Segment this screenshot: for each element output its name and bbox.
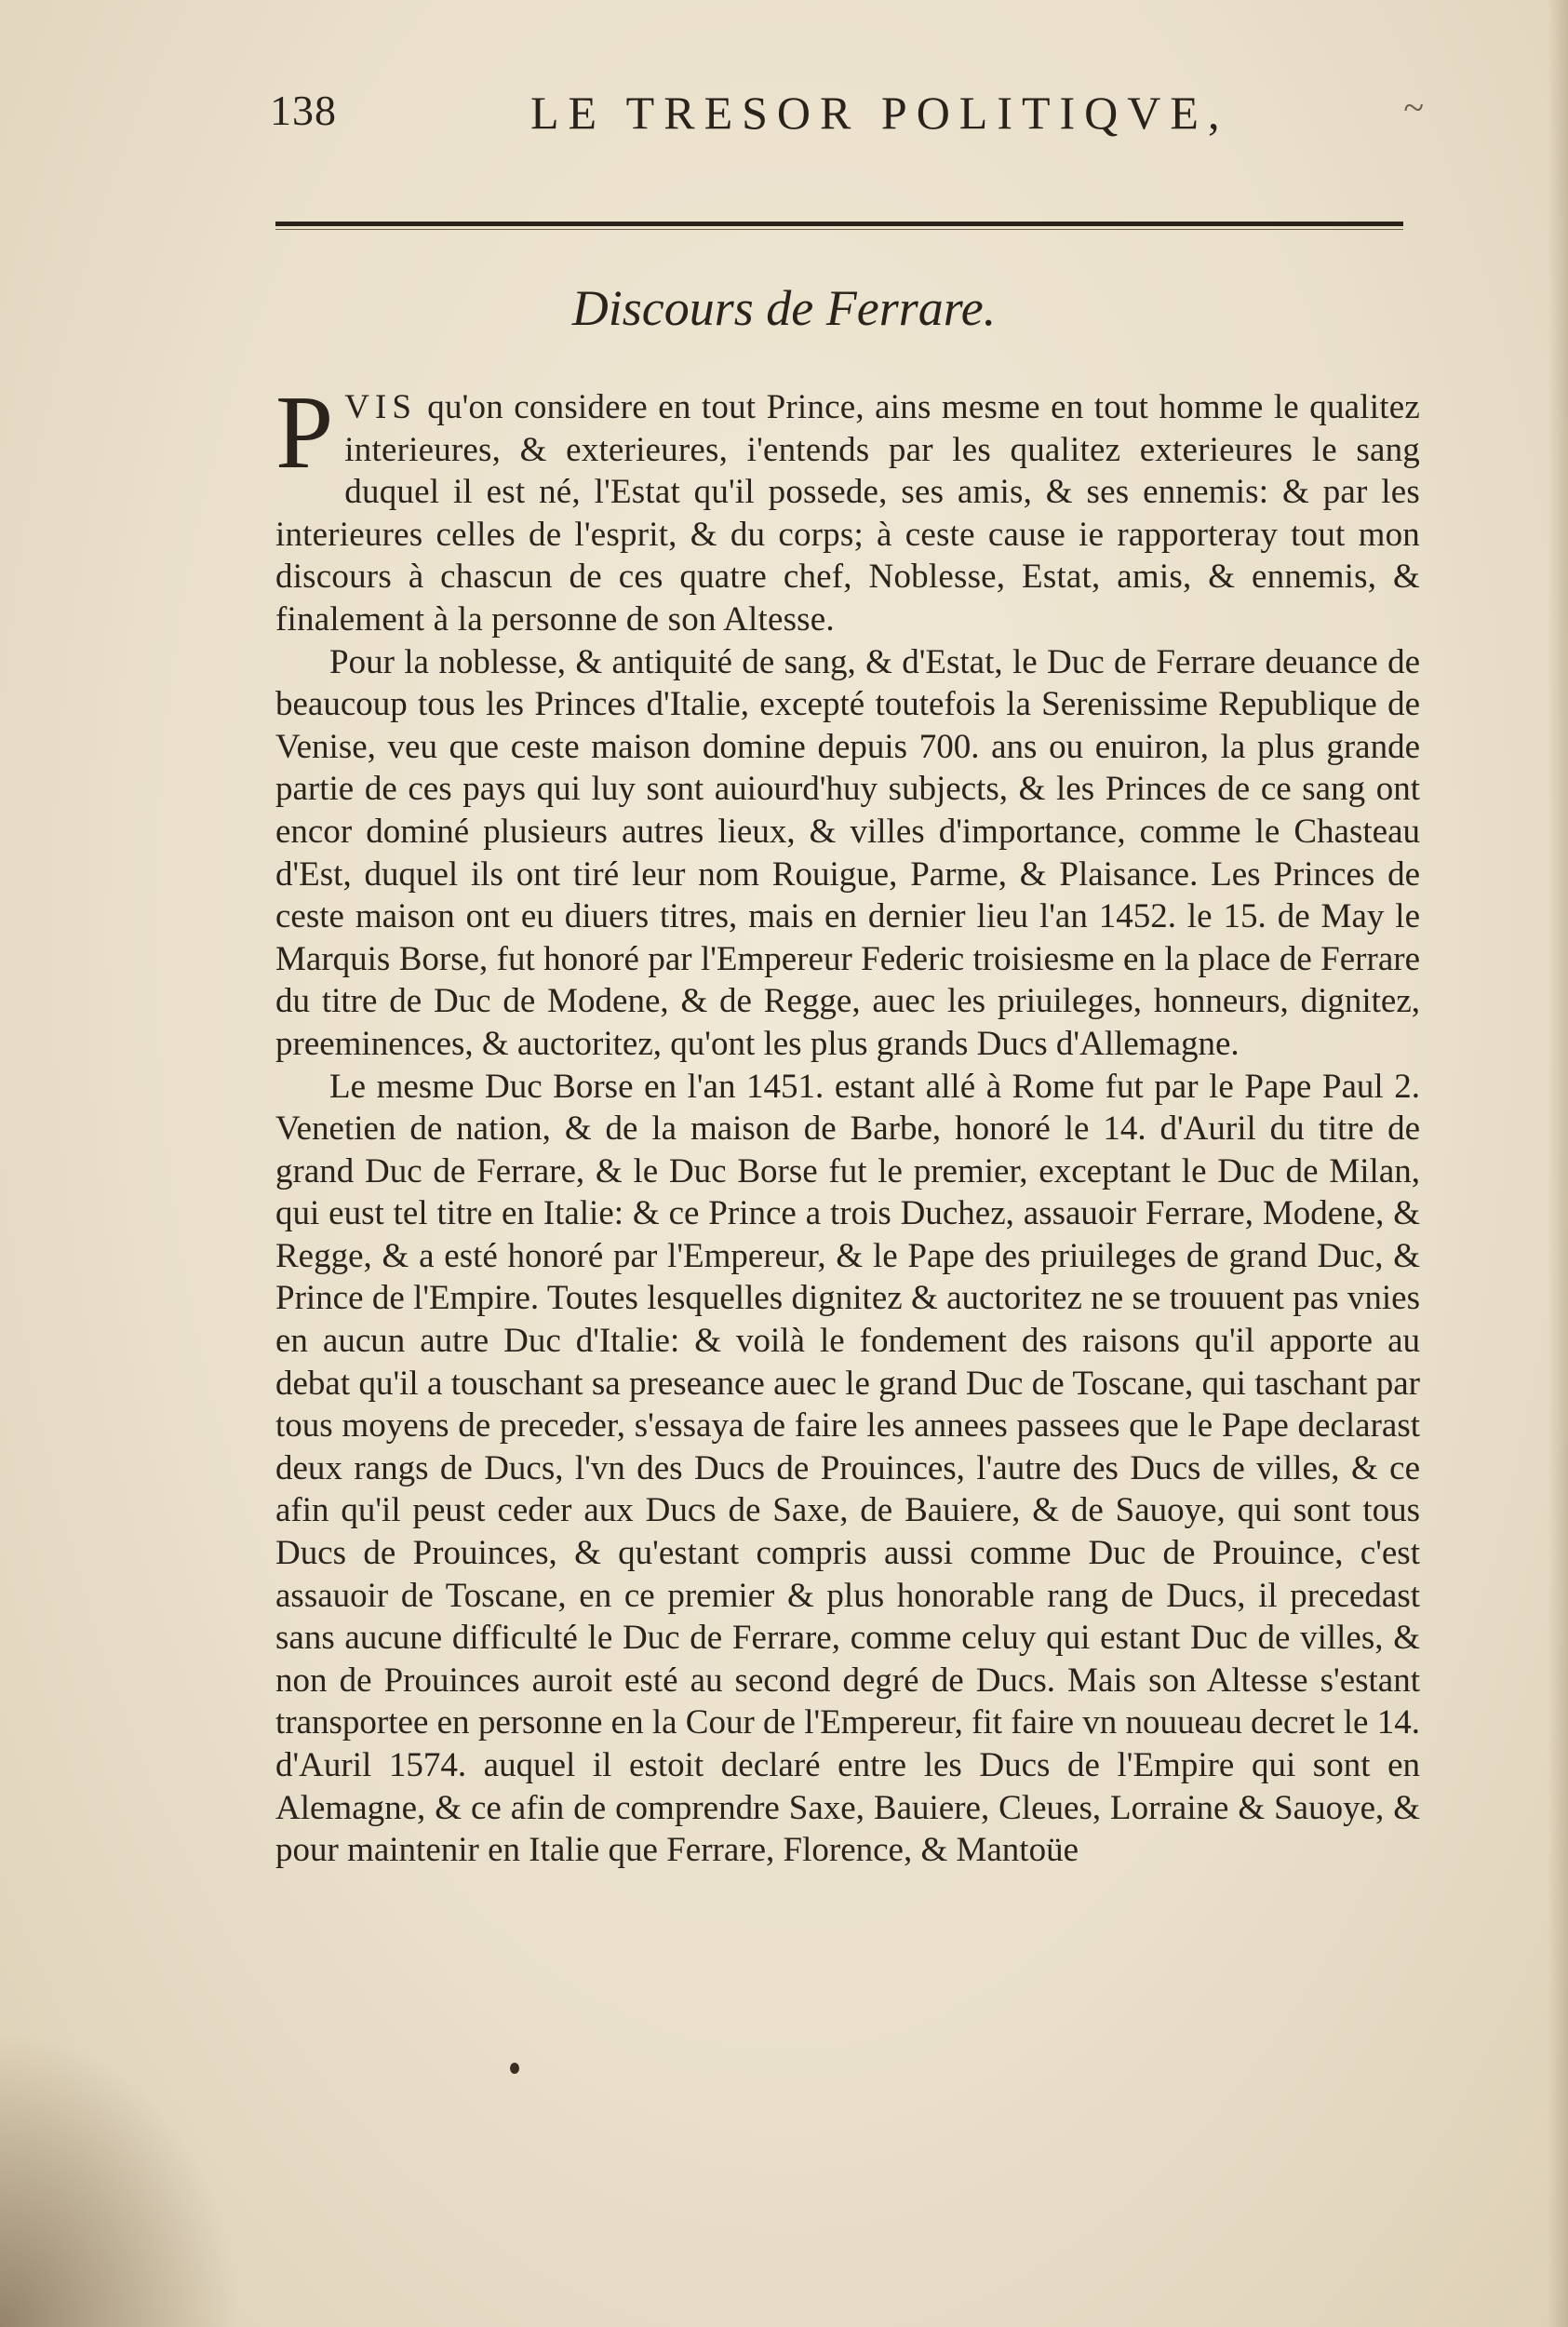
page-corner-shadow bbox=[0, 2029, 242, 2327]
section-title: Discours de Ferrare. bbox=[571, 280, 997, 336]
lead-caps: VIS bbox=[344, 388, 417, 426]
page-number: 138 bbox=[270, 87, 337, 134]
drop-cap: P bbox=[275, 375, 334, 491]
paragraph-1-text: qu'on considere en tout Prince, ains mesme en tout homme le qualitez interieures, & exterieures, i'entends par les qualitez exterieures le sang duquel il est né, l'Estat qu'il possede, ses amis, & ses ennemis: & par les interieures celles de l'esprit, & du corps; à ceste cause ie rapporteray tout mon discours à chascun de ces quatre chef, Noblesse, Estat, amis, & ennemis, & finalement à la personne de son Altesse. bbox=[275, 388, 1420, 639]
page-header bbox=[270, 86, 1424, 151]
ink-speck bbox=[510, 2063, 519, 2074]
paragraph-3: Le mesme Duc Borse en l'an 1451. estant allé à Rome fut par le Pape Paul 2. Venetien de nation, & de la maison de Barbe, honoré le 14. d'Auril du titre de grand Duc de Ferrare, & le Duc Borse fut le premier, exceptant le Duc de Milan, qui eust tel titre en Italie: & ce Prince a trois Duchez, assauoir Ferrare, Modene, & Regge, & a esté honoré par l'Empereur, & le Pape des priuileges de grand Duc, & Prince de l'Empire. Toutes lesquelles dignitez & auctoritez ne se trouuent pas vnies en aucun autre Duc d'Italie: & voilà le fondement des raisons qu'il apporte au debat qu'il a touschant sa preseance auec le grand Duc de Toscane, qui taschant par tous moyens de preceder, s'essaya de faire les annees passees que le Pape declarast deux rangs de Ducs, l'vn des Ducs de Prouinces, l'autre des Ducs de villes, & ce afin qu'il peust ceder aux Ducs de Saxe, de Bauiere, & de Sauoye, qui sont tous Ducs de Prouinces, & qu'estant compris aussi comme Duc de Prouince, c'est assauoir de Toscane, en ce premier & plus honorable rang de Ducs, il precedast sans aucune difficulté le Duc de Ferrare, comme celuy qui estant Duc de villes, & non de Prouinces auroit esté au second degré de Ducs. Mais son Altesse s'estant transportee en personne en la Cour de l'Empereur, fit faire vn nouueau decret le 14. d'Auril 1574. auquel il estoit declaré entre les Ducs de l'Empire qui sont en Alemagne, & ce afin de comprendre Saxe, Bauiere, Cleues, Lorraine & Sauoye, & pour maintenir en Italie que Ferrare, Florence, & Mantoüe bbox=[275, 1067, 1420, 1870]
body-text bbox=[275, 375, 1420, 1872]
paragraph-1 bbox=[275, 375, 1420, 641]
header-rule bbox=[275, 222, 1403, 226]
running-head: LE TRESOR POLITIQVE, bbox=[530, 87, 1229, 139]
page-edge bbox=[1548, 0, 1568, 2327]
header-rule-thin bbox=[275, 229, 1403, 230]
ink-mark: ~ bbox=[1403, 87, 1424, 128]
paragraph-2: Pour la noblesse, & antiquité de sang, & d'Estat, le Duc de Ferrare deuance de beaucoup tous les Princes d'Italie, excepté toutefois la Serenissime Republique de Venise, veu que ceste maison domine depuis 700. ans ou enuiron, la plus grande partie de ces pays qui luy sont auiourd'huy subjects, & les Princes de ce sang ont encor dominé plusieurs autres lieux, & villes d'importance, comme le Chasteau d'Est, duquel ils ont tiré leur nom Rouigue, Parme, & Plaisance. Les Princes de ceste maison ont eu diuers titres, mais en dernier lieu l'an 1452. le 15. de May le Marquis Borse, fut honoré par l'Empereur Federic troisiesme en la place de Ferrare du titre de Duc de Modene, & de Regge, auec les priuileges, honneurs, dignitez, preeminences, & auctoritez, qu'ont les plus grands Ducs d'Allemagne. bbox=[275, 642, 1420, 1063]
